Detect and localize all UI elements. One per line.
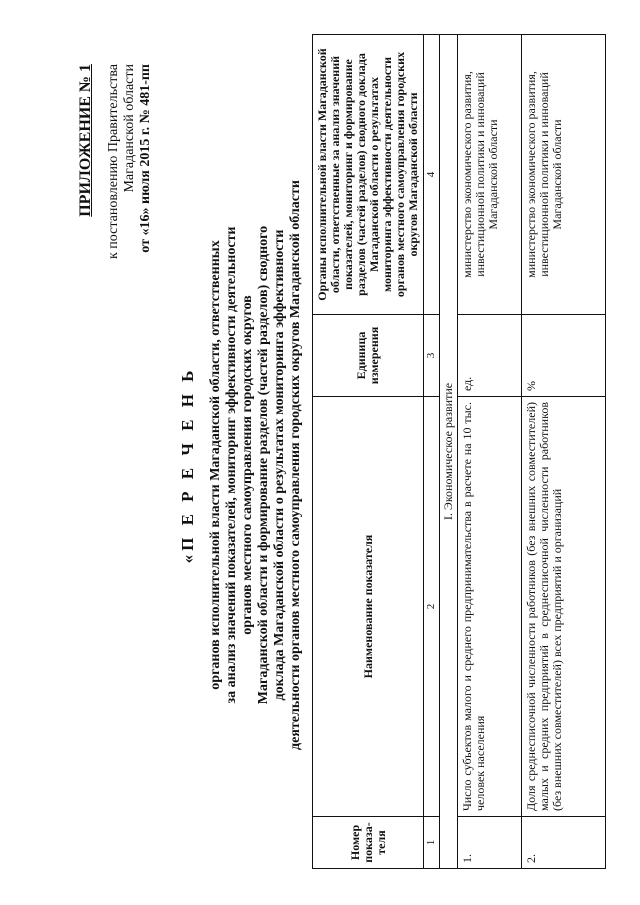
table-row — [458, 35, 522, 869]
indicators-table — [312, 34, 606, 869]
appendix-line-2: Магаданской области — [122, 64, 137, 193]
heading-line: органов исполнительной власти Магаданской области, ответственных — [208, 240, 223, 690]
row-indicator-name: Число субъектов малого и среднего предпринимательства в расчете на 10 тыс. человек населения — [458, 397, 522, 817]
heading-line: Магаданской области и формирование разделов (частей разделов) сводного — [256, 225, 271, 705]
column-number: 1 — [424, 817, 440, 869]
row-indicator-name: Доля среднесписочной численности работников (без внешних совместителей) малых и средних предприятий в среднесписочной численности работников (без внешних совместителей) всех предприятий и организаций — [522, 397, 606, 817]
heading-line: за анализ значений показателей, мониторинг эффективности деятельности — [224, 226, 239, 704]
heading-line: деятельности органов местного самоуправления городских округов Магаданской области — [288, 180, 303, 750]
document-heading — [180, 105, 304, 825]
table-row — [522, 35, 606, 869]
table-header-row — [313, 35, 424, 869]
header-num: Номер показа-теля — [313, 817, 424, 869]
row-unit: % — [522, 315, 606, 397]
column-number: 2 — [424, 397, 440, 817]
header-unit: Единица измерения — [313, 315, 424, 397]
column-number-row — [424, 35, 440, 869]
document-title: «П Е Р Е Ч Е Н Ь — [178, 366, 197, 564]
header-name: Наименование показателя — [313, 397, 424, 817]
heading-line: доклада Магаданской области о результатах мониторинга эффективности — [272, 229, 287, 701]
row-number: 1. — [458, 817, 522, 869]
header-org: Органы исполнительной власти Магаданской области, ответственные за анализ значений показателей, мониторинг и формирование разделов (частей разделов) сводного доклада Магаданской области о результатах мониторинга эффективности деятельности органов местного самоуправления городских округов Магаданской области — [313, 35, 424, 315]
row-organization: министерство экономического развития, инвестиционной политики и инноваций Магаданской области — [522, 35, 606, 315]
appendix-date: от «16» июля 2015 г. № 481-пп — [138, 64, 153, 253]
column-number: 4 — [424, 35, 440, 315]
section-row — [440, 35, 458, 869]
column-number: 3 — [424, 315, 440, 397]
heading-line: органов местного самоуправления городских округов — [240, 295, 255, 635]
appendix-line-1: к постановлению Правительства — [106, 64, 121, 260]
row-number: 2. — [522, 817, 606, 869]
row-organization: министерство экономического развития, инвестиционной политики и инноваций Магаданской области — [458, 35, 522, 315]
row-unit: ед. — [458, 315, 522, 397]
appendix-block — [78, 64, 154, 394]
section-title: I. Экономическое развитие — [440, 35, 458, 869]
appendix-title: ПРИЛОЖЕНИЕ № 1 — [77, 64, 94, 217]
